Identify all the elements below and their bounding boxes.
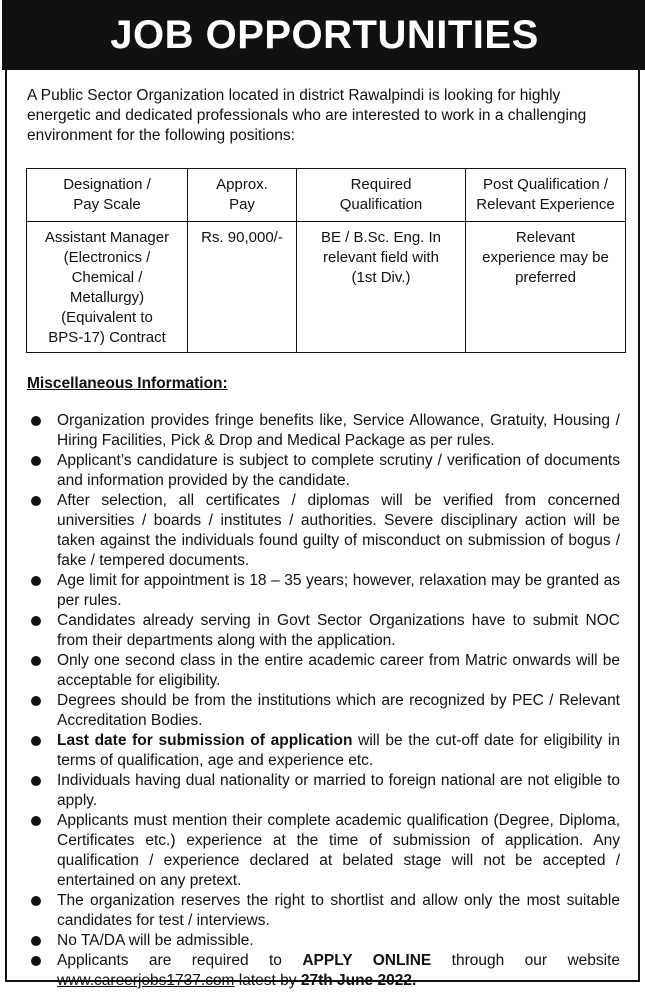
misc-list — [27, 411, 620, 991]
bullet-icon — [31, 456, 41, 466]
list-item-last-date: Last date for submission of application will be the cut-off date for eligibility in terms of qualification, age and experience etc. — [27, 731, 620, 771]
misc-heading: Miscellaneous Information: — [27, 375, 228, 392]
list-item: Candidates already serving in Govt Sector Organizations have to submit NOC from their departments along with the application. — [27, 611, 620, 651]
bullet-icon — [31, 616, 41, 626]
website-link[interactable]: www.careerjobs1737.com — [57, 972, 235, 989]
cell-pay: Rs. 90,000/- — [188, 222, 297, 353]
bullet-icon — [31, 416, 41, 426]
list-item: Age limit for appointment is 18 – 35 years; however, relaxation may be granted as per rules. — [27, 571, 620, 611]
page-title: JOB OPPORTUNITIES — [110, 12, 539, 57]
list-item: Only one second class in the entire academic career from Matric onwards will be acceptable for eligibility. — [27, 651, 620, 691]
bullet-icon — [31, 736, 41, 746]
list-item-apply: Applicants are required to APPLY ONLINE through our website www.careerjobs1737.com latest by 27th June 2022. — [27, 951, 620, 991]
list-item: Organization provides fringe benefits like, Service Allowance, Gratuity, Housing / Hiring Facilities, Pick & Drop and Medical Package as per rules. — [27, 411, 620, 451]
bullet-icon — [31, 496, 41, 506]
bullet-icon — [31, 816, 41, 826]
list-item: Applicant’s candidature is subject to complete scrutiny / verification of documents and information provided by the candidate. — [27, 451, 620, 491]
intro-paragraph: A Public Sector Organization located in district Rawalpindi is looking for highly energetic and dedicated professionals who are interested to work in a challenging environment for the following positions: — [27, 87, 587, 144]
table-header-row — [27, 169, 626, 222]
header-experience: Post Qualification / Relevant Experience — [466, 169, 626, 222]
bullet-icon — [31, 656, 41, 666]
list-item: After selection, all certificates / diplomas will be verified from concerned universities / boards / institutes / authorities. Severe disciplinary action will be taken against the individuals found guilty of misconduct on submission of bogus / fake / tempered documents. — [27, 491, 620, 571]
table-row — [27, 222, 626, 353]
list-item: Applicants must mention their complete academic qualification (Degree, Diploma, Certificates etc.) experience at the time of submission of application. Any qualification / experience declared at belated stage will not be accepted / entertained on any pretext. — [27, 811, 620, 891]
cell-qualification: BE / B.Sc. Eng. In relevant field with (1st Div.) — [297, 222, 466, 353]
list-item: Degrees should be from the institutions which are recognized by PEC / Relevant Accreditation Bodies. — [27, 691, 620, 731]
positions-table — [26, 168, 626, 353]
bullet-icon — [31, 576, 41, 586]
bullet-icon — [31, 696, 41, 706]
bullet-icon — [31, 776, 41, 786]
list-item: No TA/DA will be admissible. — [27, 931, 620, 951]
list-item: Individuals having dual nationality or married to foreign national are not eligible to apply. — [27, 771, 620, 811]
header-banner — [2, 0, 645, 70]
bullet-icon — [31, 896, 41, 906]
list-item: The organization reserves the right to shortlist and allow only the most suitable candidates for test / interviews. — [27, 891, 620, 931]
bullet-icon — [31, 936, 41, 946]
bullet-icon — [31, 956, 41, 966]
header-qualification: Required Qualification — [297, 169, 466, 222]
header-designation: Designation / Pay Scale — [27, 169, 188, 222]
job-advertisement — [5, 0, 640, 989]
header-pay: Approx. Pay — [188, 169, 297, 222]
cell-designation: Assistant Manager (Electronics / Chemical / Metallurgy) (Equivalent to BPS-17) Contract — [27, 222, 188, 353]
cell-experience: Relevant experience may be preferred — [466, 222, 626, 353]
